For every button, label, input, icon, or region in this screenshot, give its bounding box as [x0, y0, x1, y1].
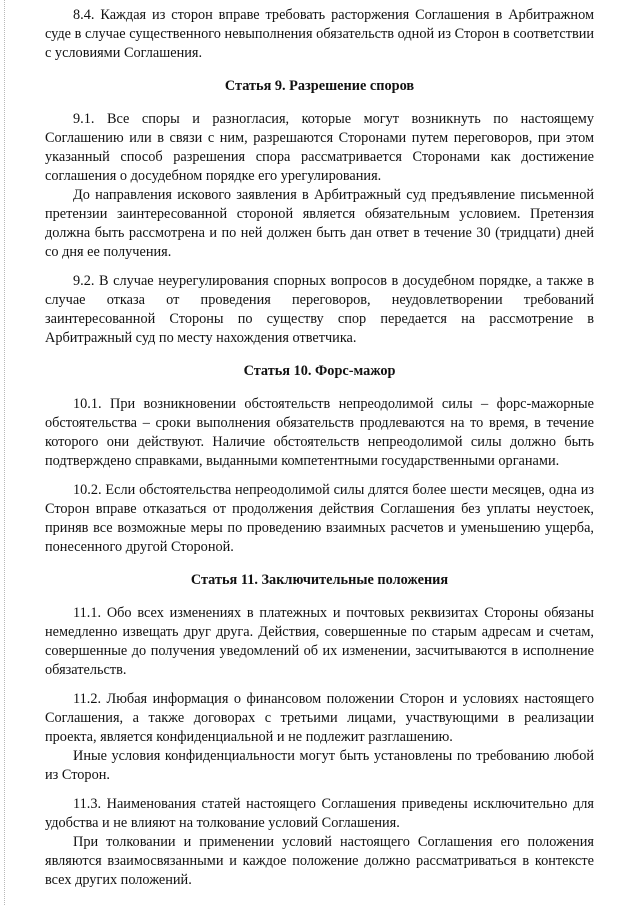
paragraph-10-1: 10.1. При возникновении обстоятельств непреодолимой силы – форс-мажорные обстоятельства – сроки выполнения обязательств продлеваются на то время, в течение которого они действуют. Наличие обстоятельств непреодолимой силы должно быть подтверждено справками, выданными компетентными государственными органами. — [45, 396, 594, 469]
paragraph-9-2: 9.2. В случае неурегулирования спорных вопросов в досудебном порядке, а также в случае отказа от проведения переговоров, неудовлетворении требований заинтересованной Стороны по существу спор передается на рассмотрение в Арбитражный суд по месту нахождения ответчика. — [45, 273, 594, 346]
paragraph-9-1: 9.1. Все споры и разногласия, которые могут возникнуть по настоящему Соглашению или в связи с ним, разрешаются Сторонами путем переговоров, при этом указанный способ разрешения спора рассматривается Сторонами как достижение соглашения о досудебном порядке его урегулирования. — [45, 111, 594, 184]
heading-article-9: Статья 9. Разрешение споров — [224, 78, 415, 94]
heading-article-10: Статья 10. Форс-мажор — [243, 363, 396, 379]
paragraph-10-2: 10.2. Если обстоятельства непреодолимой силы длятся более шести месяцев, одна из Сторон вправе отказаться от продолжения действия Соглашения без уплаты неустоек, приняв все возможные меры по проведению взаимных расчетов и уменьшению ущерба, понесенного другой Стороной. — [45, 482, 594, 555]
paragraph-11-2: 11.2. Любая информация о финансовом положении Сторон и условиях настоящего Соглашения, а также договорах с третьими лицами, участвующими в реализации проекта, является конфиденциальной и не подлежит разглашению. — [45, 691, 594, 745]
paragraph-11-1: 11.1. Обо всех изменениях в платежных и почтовых реквизитах Стороны обязаны немедленно извещать друг друга. Действия, совершенные по старым адресам и счетам, совершенные до получения уведомлений об их изменении, засчитываются в исполнение обязательств. — [45, 605, 594, 678]
paragraph-11-3: 11.3. Наименования статей настоящего Соглашения приведены исключительно для удобства и не влияют на толкование условий Соглашения. — [45, 796, 594, 831]
paragraph-11-3-continued: При толковании и применении условий настоящего Соглашения его положения являются взаимосвязанными и каждое положение должно рассматриваться в контексте всех других положений. — [45, 834, 594, 888]
paragraph-11-2-continued: Иные условия конфиденциальности могут быть установлены по требованию любой из Сторон. — [45, 748, 594, 783]
paragraph-9-1-continued: До направления искового заявления в Арбитражный суд предъявление письменной претензии заинтересованной стороной является обязательным условием. Претензия должна быть рассмотрена и по ней должен быть дан ответ в течение 30 (тридцати) дней со дня ее получения. — [45, 187, 594, 260]
heading-article-11: Статья 11. Заключительные положения — [190, 572, 449, 588]
scan-edge-line — [4, 0, 5, 905]
paragraph-8-4: 8.4. Каждая из сторон вправе требовать расторжения Соглашения в Арбитражном суде в случае существенного невыполнения обязательств одной из Сторон в соответствии с условиями Соглашения. — [45, 7, 594, 61]
